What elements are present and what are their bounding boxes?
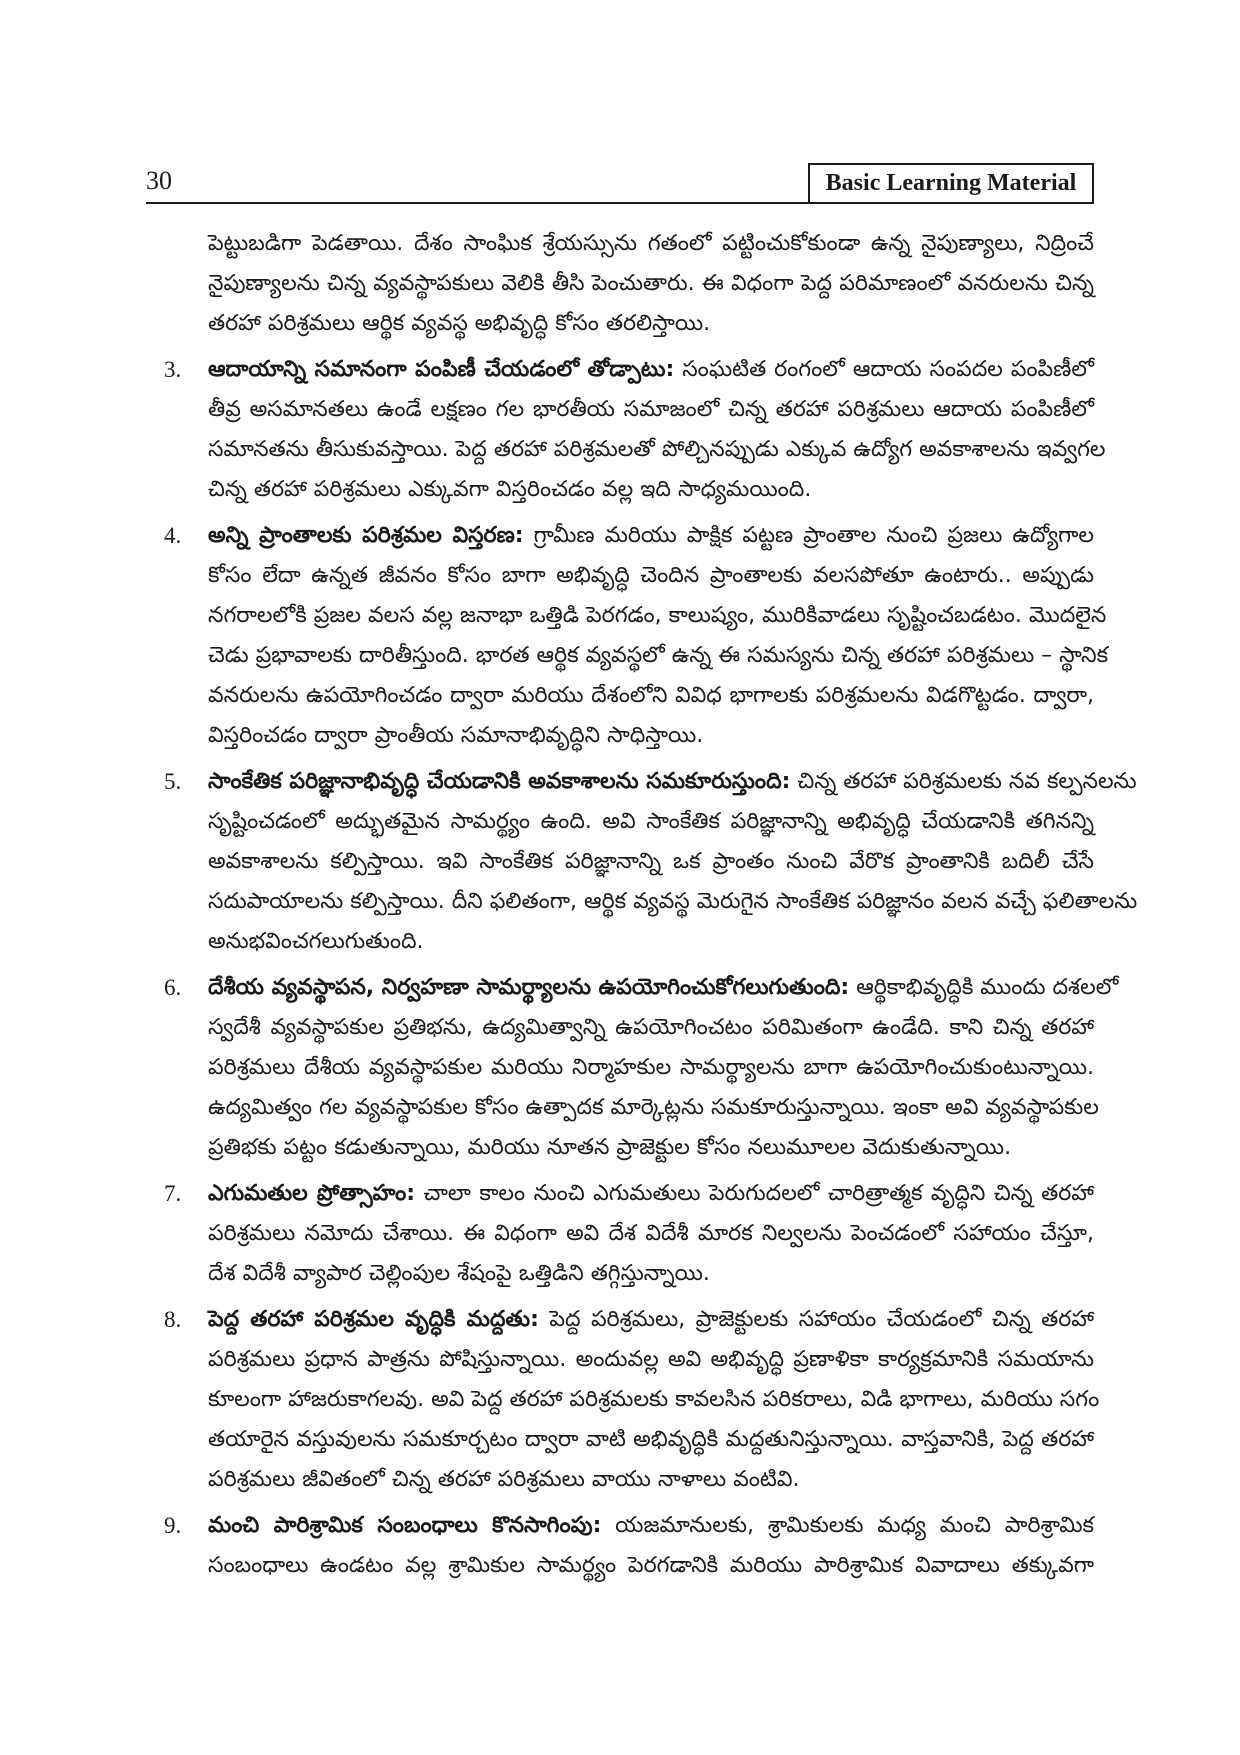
item-heading: సాంకేతిక పరిజ్ఞానాభివృద్ధి చేయడానికి అవకాశాలను సమకూరుస్తుంది: bbox=[208, 769, 791, 794]
item-number: 6. bbox=[164, 975, 182, 1000]
item-number: 4. bbox=[164, 523, 182, 548]
text-line: పరిశ్రమలు నమోదు చేశాయి. ఈ విధంగా అవి దేశ విదేశీ మారక నిల్వలను పెంచడంలో సహాయం చేస్తూ, bbox=[208, 1221, 1094, 1246]
text-line: కోసం లేదా ఉన్నత జీవనం కోసం బాగా అభివృద్ధి చెందిన ప్రాంతాలకు వలసపోతూ ఉంటారు.. అప్పుడు bbox=[208, 563, 1094, 588]
list-item-7 bbox=[164, 1174, 1095, 1294]
item-number: 3. bbox=[164, 357, 182, 382]
item-first-line bbox=[208, 968, 1119, 1008]
text-line: దేశ విదేశీ వ్యాపార చెల్లింపుల శేషంపై ఒత్తిడిని తగ్గిస్తున్నాయి. bbox=[208, 1261, 710, 1286]
item-first-line bbox=[208, 516, 1094, 556]
item-number: 5. bbox=[164, 769, 182, 794]
text-line: సంబంధాలు ఉండటం వల్ల శ్రామికుల సామర్థ్యం పెరగడానికి మరియు పారిశ్రామిక వివాదాలు తక్కువగా bbox=[208, 1553, 1094, 1578]
text-line: నగరాలలోకి ప్రజల వలస వల్ల జనాభా ఒత్తిడి పెరగడం, కాలుష్యం, మురికివాడలు సృష్టించబడటం. మొదలైన bbox=[208, 603, 1107, 628]
text-line: ఉద్యమిత్వం గల వ్యవస్థాపకుల కోసం ఉత్పాదక మార్కెట్లను సమకూరుస్తున్నాయి. ఇంకా అవి వ్యవస్థాపకుల bbox=[208, 1095, 1099, 1120]
item-text: ఆర్థికాభివృద్ధికి ముందు దశలలో bbox=[856, 975, 1119, 1000]
item-text: సంఘటిత రంగంలో ఆదాయ సంపదల పంపిణీలో bbox=[682, 357, 1094, 382]
item-number: 8. bbox=[164, 1307, 182, 1332]
text-line: స్వదేశీ వ్యవస్థాపకుల ప్రతిభను, ఉద్యమిత్వాన్ని ఉపయోగించటం పరిమితంగా ఉండేది. కాని చిన్న తరహా bbox=[208, 1015, 1094, 1040]
item-text: యజమానులకు, శ్రామికులకు మధ్య మంచి పారిశ్రామిక bbox=[615, 1513, 1094, 1538]
text-line: సృష్టించడంలో అద్భుతమైన సామర్థ్యం ఉంది. అవి సాంకేతిక పరిజ్ఞానాన్ని అభివృద్ధి చేయడానికి తగినన్ని bbox=[208, 809, 1094, 834]
item-text: చిన్న తరహా పరిశ్రమలకు నవ కల్పనలను bbox=[797, 769, 1137, 794]
item-number: 7. bbox=[164, 1181, 182, 1206]
text-line: చిన్న తరహా పరిశ్రమలు ఎక్కువగా విస్తరించడం వల్ల ఇది సాధ్యమయింది. bbox=[208, 477, 812, 502]
text-line: పరిశ్రమలు దేశీయ వ్యవస్థాపకుల మరియు నిర్మాహకుల సామర్థ్యాలను బాగా ఉపయోగించుకుంటున్నాయి. bbox=[208, 1055, 1094, 1080]
list-item-9 bbox=[164, 1506, 1094, 1586]
text-line: తయారైన వస్తువులను సమకూర్చటం ద్వారా వాటి అభివృద్ధికి మద్దతునిస్తున్నాయి. వాస్తవానికి, పెద్ద తరహా bbox=[208, 1427, 1094, 1452]
page-number: 30 bbox=[146, 166, 172, 195]
text-line: సమానతను తీసుకువస్తాయి. పెద్ద తరహా పరిశ్రమలతో పోల్చినప్పుడు ఎక్కువ ఉద్యోగ అవకాశాలను ఇవ్వగల bbox=[208, 437, 1106, 462]
text-line: వనరులను ఉపయోగించడం ద్వారా మరియు దేశంలోని వివిధ భాగాలకు పరిశ్రమలను విడగొట్టడం. ద్వారా, bbox=[208, 683, 1094, 708]
text-line: పరిశ్రమలు జీవితంలో చిన్న తరహా పరిశ్రమలు వాయు నాళాలు వంటివి. bbox=[208, 1467, 800, 1492]
text-line: చెడు ప్రభావాలకు దారితీస్తుంది. భారత ఆర్థిక వ్యవస్థలో ఉన్న ఈ సమస్యను చిన్న తరహా పరిశ్రమలు – స్థానిక bbox=[208, 643, 1109, 668]
text-line: ప్రతిభకు పట్టం కడుతున్నాయి, మరియు నూతన ప్రాజెక్టుల కోసం నలుమూలల వెదుకుతున్నాయి. bbox=[208, 1135, 1012, 1160]
item-first-line bbox=[208, 350, 1094, 390]
item-heading: ఎగుమతుల ప్రోత్సాహం: bbox=[208, 1181, 416, 1206]
text-line: సదుపాయాలను కల్పిస్తాయి. దీని ఫలితంగా, ఆర్థిక వ్యవస్థ మెరుగైన సాంకేతిక పరిజ్ఞానం వలన వచ్చే ఫలితాలను bbox=[208, 889, 1138, 914]
item-first-line bbox=[208, 762, 1137, 802]
item-text: పెద్ద పరిశ్రమలు, ప్రాజెక్టులకు సహాయం చేయడంలో చిన్న తరహా bbox=[549, 1307, 1094, 1332]
item-heading: అన్ని ప్రాంతాలకు పరిశ్రమల విస్తరణ: bbox=[208, 523, 524, 548]
text-line: కూలంగా హాజరుకాగలవు. అవి పెద్ద తరహా పరిశ్రమలకు కావలసిన పరికరాలు, విడి భాగాలు, మరియు సగం bbox=[208, 1387, 1100, 1412]
item-heading: పెద్ద తరహా పరిశ్రమల వృద్ధికి మద్దతు: bbox=[208, 1307, 539, 1332]
list-item-8 bbox=[164, 1300, 1100, 1500]
text-line: తీవ్ర అసమానతలు ఉండే లక్షణం గల భారతీయ సమాజంలో చిన్న తరహా పరిశ్రమలు ఆదాయ పంపిణీలో bbox=[208, 397, 1094, 422]
item-text: గ్రామీణ మరియు పాక్షిక పట్టణ ప్రాంతాల నుంచి ప్రజలు ఉద్యోగాల bbox=[533, 523, 1095, 548]
list-item-4 bbox=[164, 516, 1109, 756]
text-line: నైపుణ్యాలను చిన్న వ్యవస్థాపకులు వెలికి తీసి పెంచుతారు. ఈ విధంగా పెద్ద పరిమాణంలో వనరులను చిన్న bbox=[208, 271, 1094, 296]
item-first-line bbox=[208, 1506, 1094, 1546]
list-item-5 bbox=[164, 762, 1138, 962]
text-line: పెట్టుబడిగా పెడతాయి. దేశం సాంఘిక శ్రేయస్సును గతంలో పట్టించుకోకుండా ఉన్న నైపుణ్యాలు, నిద్రించే bbox=[208, 231, 1094, 256]
item-text: చాలా కాలం నుంచి ఎగుమతులు పెరుగుదలలో చారిత్రాత్మక వృద్ధిని చిన్న తరహా bbox=[423, 1181, 1095, 1206]
text-line: తరహా పరిశ్రమలు ఆర్థిక వ్యవస్థ అభివృద్ధి కోసం తరలిస్తాయి. bbox=[208, 311, 711, 336]
text-line: పరిశ్రమలు ప్రధాన పాత్రను పోషిస్తున్నాయి. అందువల్ల అవి అభివృద్ధి ప్రణాళికా కార్యక్రమానికి సమయాను bbox=[208, 1347, 1094, 1372]
intro-paragraph bbox=[208, 224, 1094, 344]
item-number: 9. bbox=[164, 1513, 182, 1538]
text-line: అవకాశాలను కల్పిస్తాయి. ఇవి సాంకేతిక పరిజ్ఞానాన్ని ఒక ప్రాంతం నుంచి వేరొక ప్రాంతానికి బదిలీ చేసే bbox=[208, 849, 1094, 874]
page-body bbox=[164, 224, 1138, 1586]
item-heading: ఆదాయాన్ని సమానంగా పంపిణీ చేయడంలో తోడ్పాటు: bbox=[208, 357, 675, 382]
header-rule bbox=[146, 202, 1094, 204]
list-item-3 bbox=[164, 350, 1106, 510]
text-line: విస్తరించడం ద్వారా ప్రాంతీయ సమానాభివృద్ధిని సాధిస్తాయి. bbox=[208, 723, 704, 748]
list-item-6 bbox=[164, 968, 1119, 1168]
item-first-line bbox=[208, 1300, 1094, 1340]
book-title-box: Basic Learning Material bbox=[808, 163, 1094, 203]
item-heading: మంచి పారిశ్రామిక సంబంధాలు కొనసాగింపు: bbox=[208, 1513, 602, 1538]
item-first-line bbox=[208, 1174, 1094, 1214]
item-heading: దేశీయ వ్యవస్థాపన, నిర్వహణా సామర్థ్యాలను ఉపయోగించుకోగలుగుతుంది: bbox=[208, 975, 850, 1000]
text-line: అనుభవించగలుగుతుంది. bbox=[208, 929, 424, 954]
